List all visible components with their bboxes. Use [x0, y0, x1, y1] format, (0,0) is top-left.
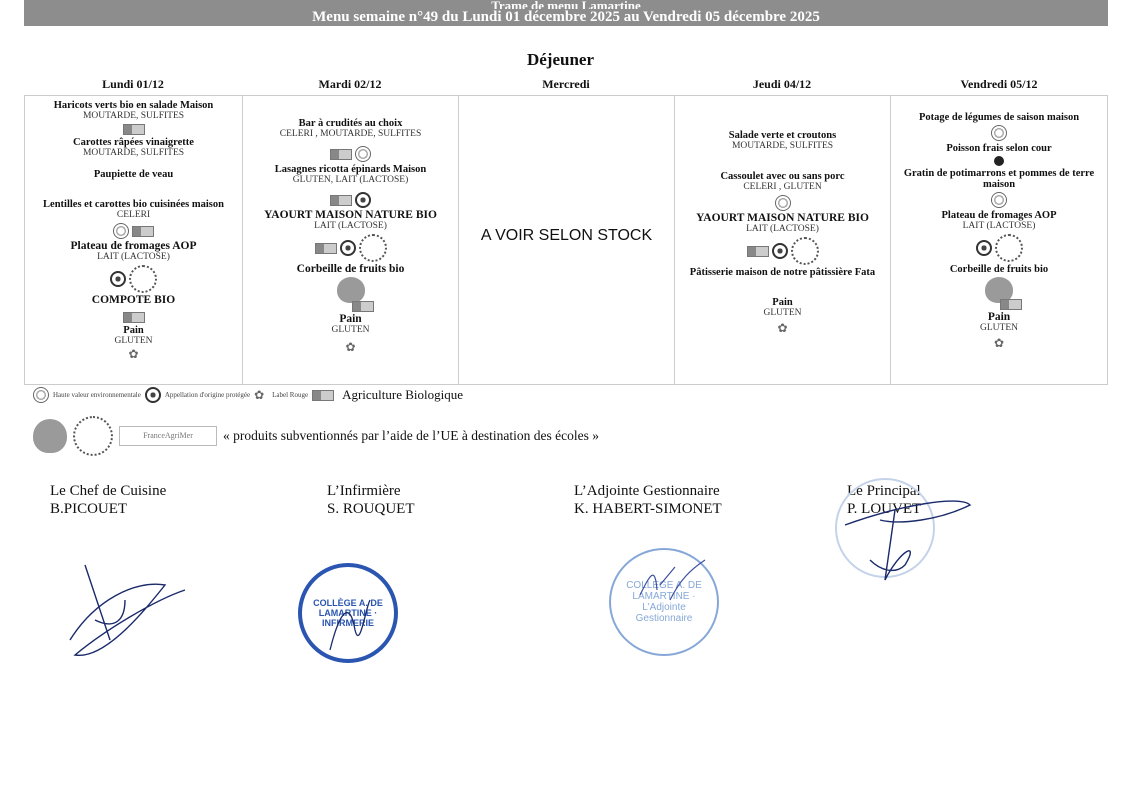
allergens: MOUTARDE, SULFITES — [731, 141, 834, 151]
aop-logo-icon — [772, 243, 788, 259]
ab-logo-icon — [330, 149, 352, 160]
allergens: CELERI — [116, 210, 151, 220]
allergens: MOUTARDE, SULFITES — [82, 148, 185, 158]
legend-ab: Agriculture Biologique — [342, 387, 464, 402]
ab-logo-icon — [330, 195, 352, 206]
meal-title: Déjeuner — [526, 50, 595, 69]
allergens: LAIT (LACTOSE) — [746, 224, 819, 234]
lait-ecole-icon — [73, 416, 113, 456]
dish: Lentilles et carottes bio cuisinées maison — [43, 199, 224, 210]
aop-logo-icon — [976, 240, 992, 256]
dish: Plateau de fromages AOP — [70, 240, 197, 252]
chef-signature — [65, 560, 195, 680]
day-header-monday: Lundi 01/12 — [102, 77, 164, 91]
ab-logo-icon — [315, 243, 337, 254]
day-header-thursday: Jeudi 04/12 — [752, 77, 812, 91]
aop-logo-icon — [110, 271, 126, 287]
hve-logo-icon — [33, 387, 49, 403]
menu-column-friday — [891, 96, 1107, 384]
legend-label-rouge: Label Rouge — [272, 391, 309, 399]
ab-logo-icon — [123, 124, 145, 135]
legend-hve: Haute valeur environnementale — [53, 391, 141, 399]
label-rouge-icon: ✿ — [128, 347, 139, 361]
dish: Pain — [772, 297, 793, 308]
dish: YAOURT MAISON NATURE BIO — [264, 209, 437, 221]
signature-role: Le Principal — [847, 483, 921, 499]
allergens: GLUTEN, LAIT (LACTOSE) — [292, 175, 409, 185]
day-header-wednesday: Mercredi — [542, 77, 590, 91]
allergens: GLUTEN — [980, 323, 1018, 333]
ab-logo-icon — [312, 390, 334, 401]
menu-column-wednesday — [459, 96, 675, 384]
dish: Poisson frais selon cour — [946, 143, 1052, 154]
signature-name: S. ROUQUET — [327, 501, 415, 517]
signature-role: Le Chef de Cuisine — [50, 483, 167, 499]
label-rouge-icon: ✿ — [345, 340, 356, 354]
ab-logo-icon — [132, 226, 154, 237]
dish: Pain — [339, 313, 362, 325]
signature-nurse — [327, 482, 415, 518]
aop-logo-icon — [355, 192, 371, 208]
legend-aop: Appellation d'origine protégée — [164, 391, 251, 399]
principal-signature — [840, 490, 980, 590]
allergens: LAIT (LACTOSE) — [97, 252, 170, 262]
dish: Haricots verts bio en salade Maison — [53, 100, 214, 111]
lait-ecole-icon — [129, 265, 157, 293]
lait-ecole-icon — [359, 234, 387, 262]
signature-chef — [50, 482, 166, 518]
ue-text: « produits subventionnés par l’aide de l’UE à destination des écoles » — [223, 428, 600, 443]
signature-name: K. HABERT-SIMONET — [574, 501, 722, 517]
dish: Lasagnes ricotta épinards Maison — [274, 164, 427, 175]
day-header-tuesday: Mardi 02/12 — [318, 77, 382, 91]
signature-admin — [574, 482, 722, 518]
signature-role: L’Infirmière — [327, 483, 401, 499]
hve-logo-icon — [775, 195, 791, 211]
label-rouge-icon: ✿ — [254, 387, 265, 402]
header-subtitle: Menu semaine n°49 du Lundi 01 décembre 2025 au Vendredi 05 décembre 2025 — [312, 9, 820, 25]
ab-logo-icon — [747, 246, 769, 257]
header-banner — [24, 0, 1108, 26]
allergens: CELERI , MOUTARDE, SULFITES — [279, 129, 422, 139]
allergens: CELERI , GLUTEN — [743, 182, 822, 192]
label-rouge-icon: ✿ — [777, 321, 788, 335]
dish: Carottes râpées vinaigrette — [73, 137, 194, 148]
label-rouge-icon: ✿ — [993, 336, 1005, 350]
hve-logo-icon — [355, 146, 371, 162]
menu-grid — [24, 95, 1108, 385]
admin-signature — [635, 555, 715, 615]
dish: Cassoulet avec ou sans porc — [720, 171, 845, 182]
fruits-ecole-icon — [337, 277, 365, 303]
allergens: GLUTEN — [114, 336, 153, 346]
hve-logo-icon — [113, 223, 129, 239]
stock-notice: A VOIR SELON STOCK — [480, 227, 653, 244]
ab-logo-icon — [1000, 299, 1022, 310]
dish: Bar à crudités au choix — [298, 118, 403, 129]
lait-ecole-icon — [995, 234, 1023, 262]
nurse-stamp-text: COLLÈGE A. DE LAMARTINE · INFIRMERIE — [313, 598, 383, 628]
signature-role: L’Adjointe Gestionnaire — [574, 483, 720, 499]
allergens: GLUTEN — [763, 308, 802, 318]
allergens: LAIT (LACTOSE) — [314, 221, 387, 231]
menu-column-tuesday — [243, 96, 459, 384]
lait-ecole-icon — [791, 237, 819, 265]
franceagrimer-logo: FranceAgriMer — [119, 426, 217, 446]
hve-logo-icon — [991, 192, 1007, 208]
hve-logo-icon — [991, 125, 1007, 141]
dish: Potage de légumes de saison maison — [918, 112, 1080, 123]
dish: Corbeille de fruits bio — [949, 264, 1049, 275]
fruits-ecole-icon — [33, 419, 67, 453]
menu-column-monday — [25, 96, 243, 384]
dish: Pain — [123, 325, 144, 336]
allergens: MOUTARDE, SULFITES — [82, 111, 185, 121]
dish: Pain — [987, 311, 1011, 323]
dish: Corbeille de fruits bio — [296, 263, 405, 275]
eco-label-icon — [994, 156, 1004, 166]
dish: Pâtisserie maison de notre pâtissière Fata — [689, 267, 876, 278]
dish: Plateau de fromages AOP — [941, 210, 1057, 221]
dish: YAOURT MAISON NATURE BIO — [696, 212, 869, 224]
label-legend — [33, 387, 463, 403]
dish: Gratin de potimarrons et pommes de terre maison — [903, 168, 1095, 190]
dish: Paupiette de veau — [93, 169, 174, 180]
day-header-friday: Vendredi 05/12 — [960, 77, 1038, 91]
allergens: LAIT (LACTOSE) — [962, 221, 1036, 231]
aop-logo-icon — [145, 387, 161, 403]
nurse-signature — [320, 590, 380, 660]
allergens: GLUTEN — [331, 325, 370, 335]
day-headers — [24, 77, 1108, 92]
admin-stamp-text: COLLÈGE A. DE LAMARTINE · L'Adjointe Gestionnaire — [626, 580, 702, 624]
dish: COMPOTE BIO — [91, 294, 176, 306]
ab-logo-icon — [352, 301, 374, 312]
signature-name: P. LOUVET — [847, 501, 922, 517]
signature-name: B.PICOUET — [50, 501, 128, 517]
ue-programme-note — [33, 416, 599, 456]
menu-column-thursday — [675, 96, 891, 384]
aop-logo-icon — [340, 240, 356, 256]
dish: Salade verte et croutons — [728, 130, 837, 141]
header-title: Trame de menu Lamartine — [491, 0, 641, 9]
ab-logo-icon — [123, 312, 145, 323]
